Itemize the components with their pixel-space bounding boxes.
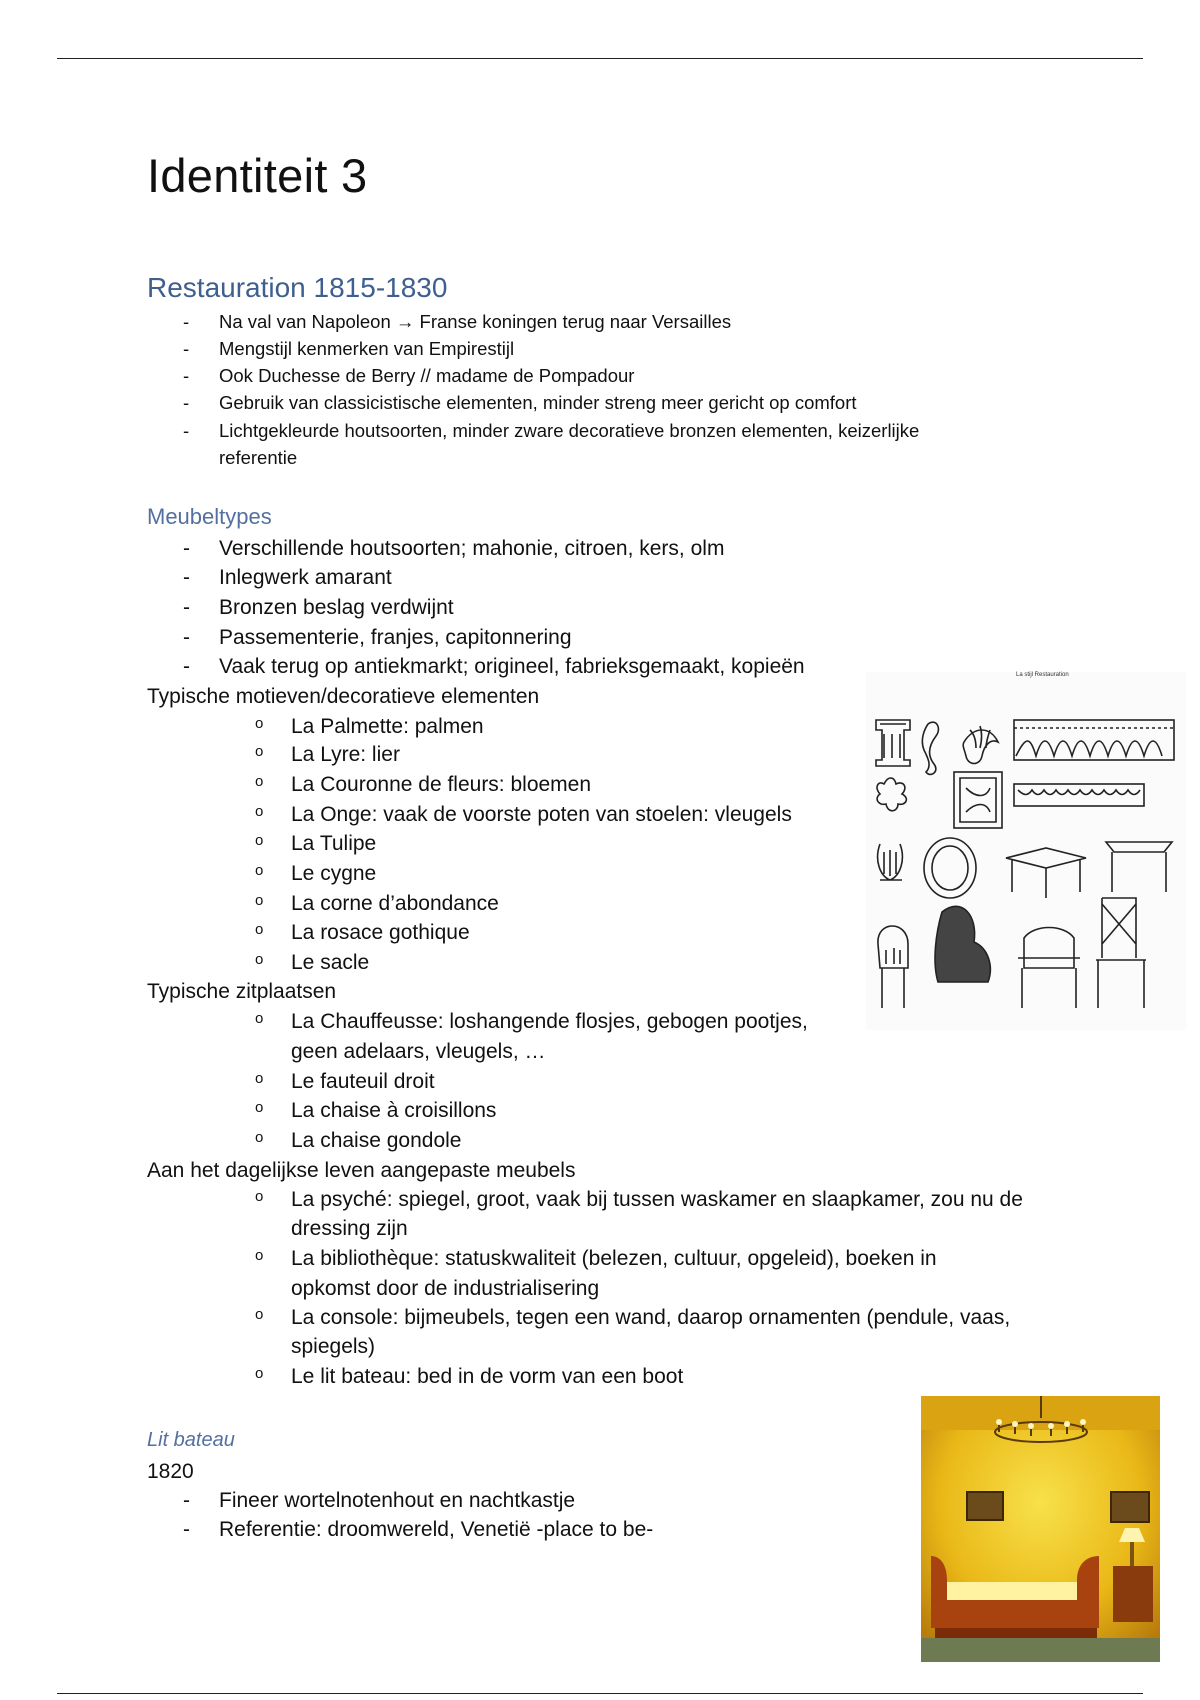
figure-caption: La stijl Restauration	[1016, 672, 1069, 678]
lit-bateau-photo	[921, 1396, 1160, 1662]
furniture-sketches-icon	[866, 672, 1186, 1030]
header-rule	[57, 58, 1143, 59]
page-title: Identiteit 3	[147, 149, 368, 202]
lit-bateau-year: 1820	[147, 1460, 194, 1483]
meubels-heading: Aan het dagelijkse leven aangepaste meubels	[147, 1159, 576, 1182]
bedroom-photo-icon	[921, 1396, 1160, 1662]
motieven-heading: Typische motieven/decoratieve elementen	[147, 685, 540, 708]
lit-bateau-heading: Lit bateau	[147, 1429, 235, 1451]
footer-rule	[57, 1693, 1143, 1694]
meubeltypes-heading: Meubeltypes	[147, 504, 272, 529]
zitplaatsen-heading: Typische zitplaatsen	[147, 980, 337, 1003]
section-heading: Restauration 1815-1830	[147, 272, 448, 303]
restauration-furniture-illustration	[866, 672, 1186, 1030]
